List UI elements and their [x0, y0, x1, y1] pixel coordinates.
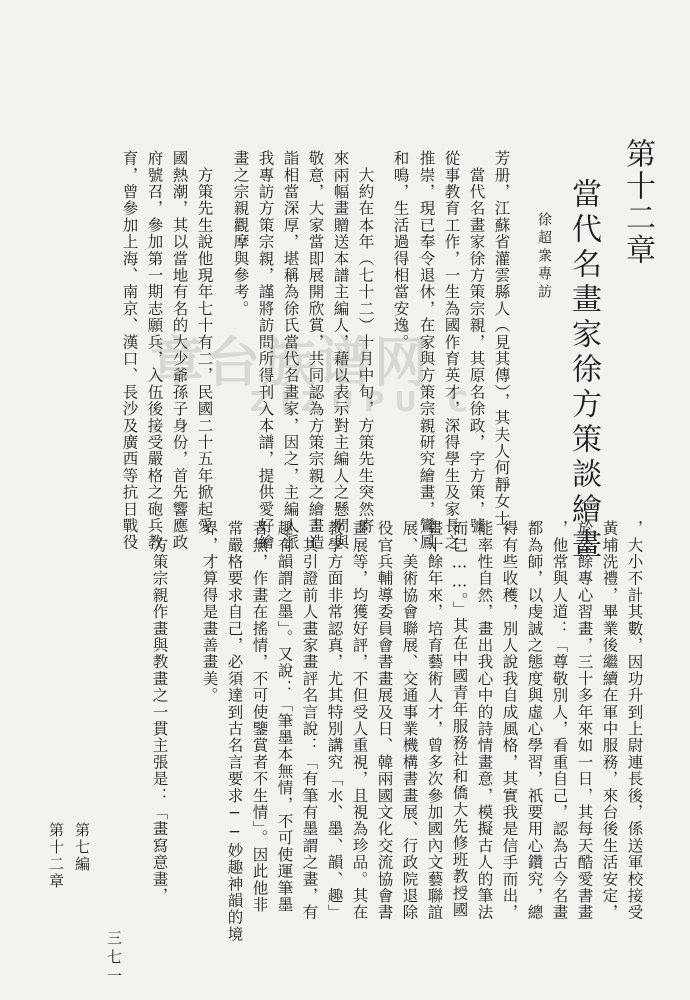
body-column-right-16: 者無，作畫在搖情，不可使鑒賞者不生情」。因此他非 [250, 520, 269, 914]
body-column-right-17: 常嚴格要求自己，必須達到古名言要求──妙趣神韻的境 [225, 520, 244, 943]
body-column-left-4: 推崇，現已奉令退休，在家與方策宗親研究繪畫，鸞鳳 [417, 150, 436, 551]
body-column-left-15: 育，曾參加上海、南京、漢口、長沙及廣西等抗日戰役 [120, 150, 139, 551]
body-column-right-15: 趣有韻謂之墨」。又說：「筆墨本無情，不可使運筆墨 [275, 520, 294, 914]
body-column-left-8: 敬意，大家當即展開欣賞，共同認為方策宗親之繪畫造 [306, 150, 325, 551]
byline: 徐超衆專訪 [536, 212, 552, 302]
body-column-left-7: 來兩幅畫贈送本譜主編人，藉以表示對主編人之懸問與 [331, 150, 350, 551]
body-column-left-1: 芳册，江蘇省灌雲縣人（見其傳），其夫人何靜女士， [492, 150, 511, 544]
body-column-left-3: 從事教育工作，一生為國作育英才，深得學生及家長之 [442, 150, 461, 551]
body-column-left-2: 當代名畫家徐方策宗親，其原名徐政，字方策，號 [467, 150, 486, 535]
body-column-right-3: 於公餘專心習畫，三十多年來如一日，其每天酷愛書畫 [575, 520, 594, 921]
page-number: 三七一 [105, 930, 123, 987]
body-column-left-11: 畫之宗親觀摩與參考。 [231, 150, 250, 317]
footer-chapter: 第十二章 [47, 822, 65, 890]
body-column-right-6: 得有些收穫，別人說我自成風格，其實我是信手而出， [500, 520, 519, 921]
body-column-right-8: 而已……。」其在中國青年服務社和僑大先修班教授國 [450, 520, 469, 919]
body-column-left-13: 國熱潮，其以當地有名的大少爺孫子身份，首先響應政 [170, 150, 189, 551]
body-column-left-10: 我專訪方策宗親，謹將訪問所得刊入本譜，提供愛好繪 [256, 150, 275, 551]
body-column-left-9: 詣相當深厚，堪稱為徐氏當代名畫家，因之，主編人派 [281, 150, 300, 551]
chapter-number: 第十二章 [620, 138, 655, 266]
body-column-right-20: 方策宗親作畫與教畫之一貫主張是：「畫寫意畫， [150, 520, 169, 905]
body-column-left-5: 和鳴，生活過得相當安逸。 [391, 150, 410, 351]
body-column-right-4: ，他常與人道：「尊敬別人，看重自己，認為古今名畫 [550, 520, 569, 921]
chapter-title: 當代名畫家徐方策談繪畫 [566, 178, 601, 563]
watermark-text: 章台族谱网 [150, 331, 430, 394]
body-column-right-9: 畫十餘年來，培育藝術人才，曾多次參加國內文藝聯誼 [425, 520, 444, 921]
body-column-right-5: 都為師，以虔誠之態度與虛心學習，祇要用心鑽究，總 [525, 520, 544, 921]
body-column-right-14: ，其引證前人畫家畫評名言說：「有筆有墨謂之畫，有 [300, 520, 319, 921]
body-column-right-1: ，大小不計其數，因功升到上尉連長後，係送軍校接受 [625, 520, 644, 921]
body-column-right-7: 能率性自然，畫出我心中的詩情畫意，模擬古人的筆法 [475, 520, 494, 921]
body-column-right-12: 畫展等，均獲好評，不但受人重視，且視為珍品。其在 [350, 520, 369, 921]
body-column-right-13: 教學方面非常認真，尤其特別講究「水、墨、韻、趣」 [325, 520, 344, 921]
body-column-right-11: 役官兵輔導委員會書畫展及日、韓兩國文化交流協會書 [375, 520, 394, 921]
body-column-right-10: 展、美術協會聯展、交通事業機構書畫展、行政院退除 [400, 520, 419, 921]
body-column-left-14: 府號召，參加第一期志願兵，入伍後接受嚴格之砲兵教 [145, 150, 164, 551]
body-column-left-6: 大約在本年（七十二）十月中旬，方策先生突然寄 [356, 150, 375, 535]
watermark-url: ZIZUPU.C [250, 385, 479, 418]
body-column-right-2: 黃埔洗禮，畢業後繼續在軍中服務，來台後生活安定， [600, 520, 619, 921]
footer-part: 第七編 [73, 822, 91, 873]
body-column-right-18: 界，才算得是畫善畫美。 [200, 520, 219, 704]
body-column-left-12: 方策先生說他現年七十有二，民國二十五年掀起愛 [195, 150, 214, 535]
